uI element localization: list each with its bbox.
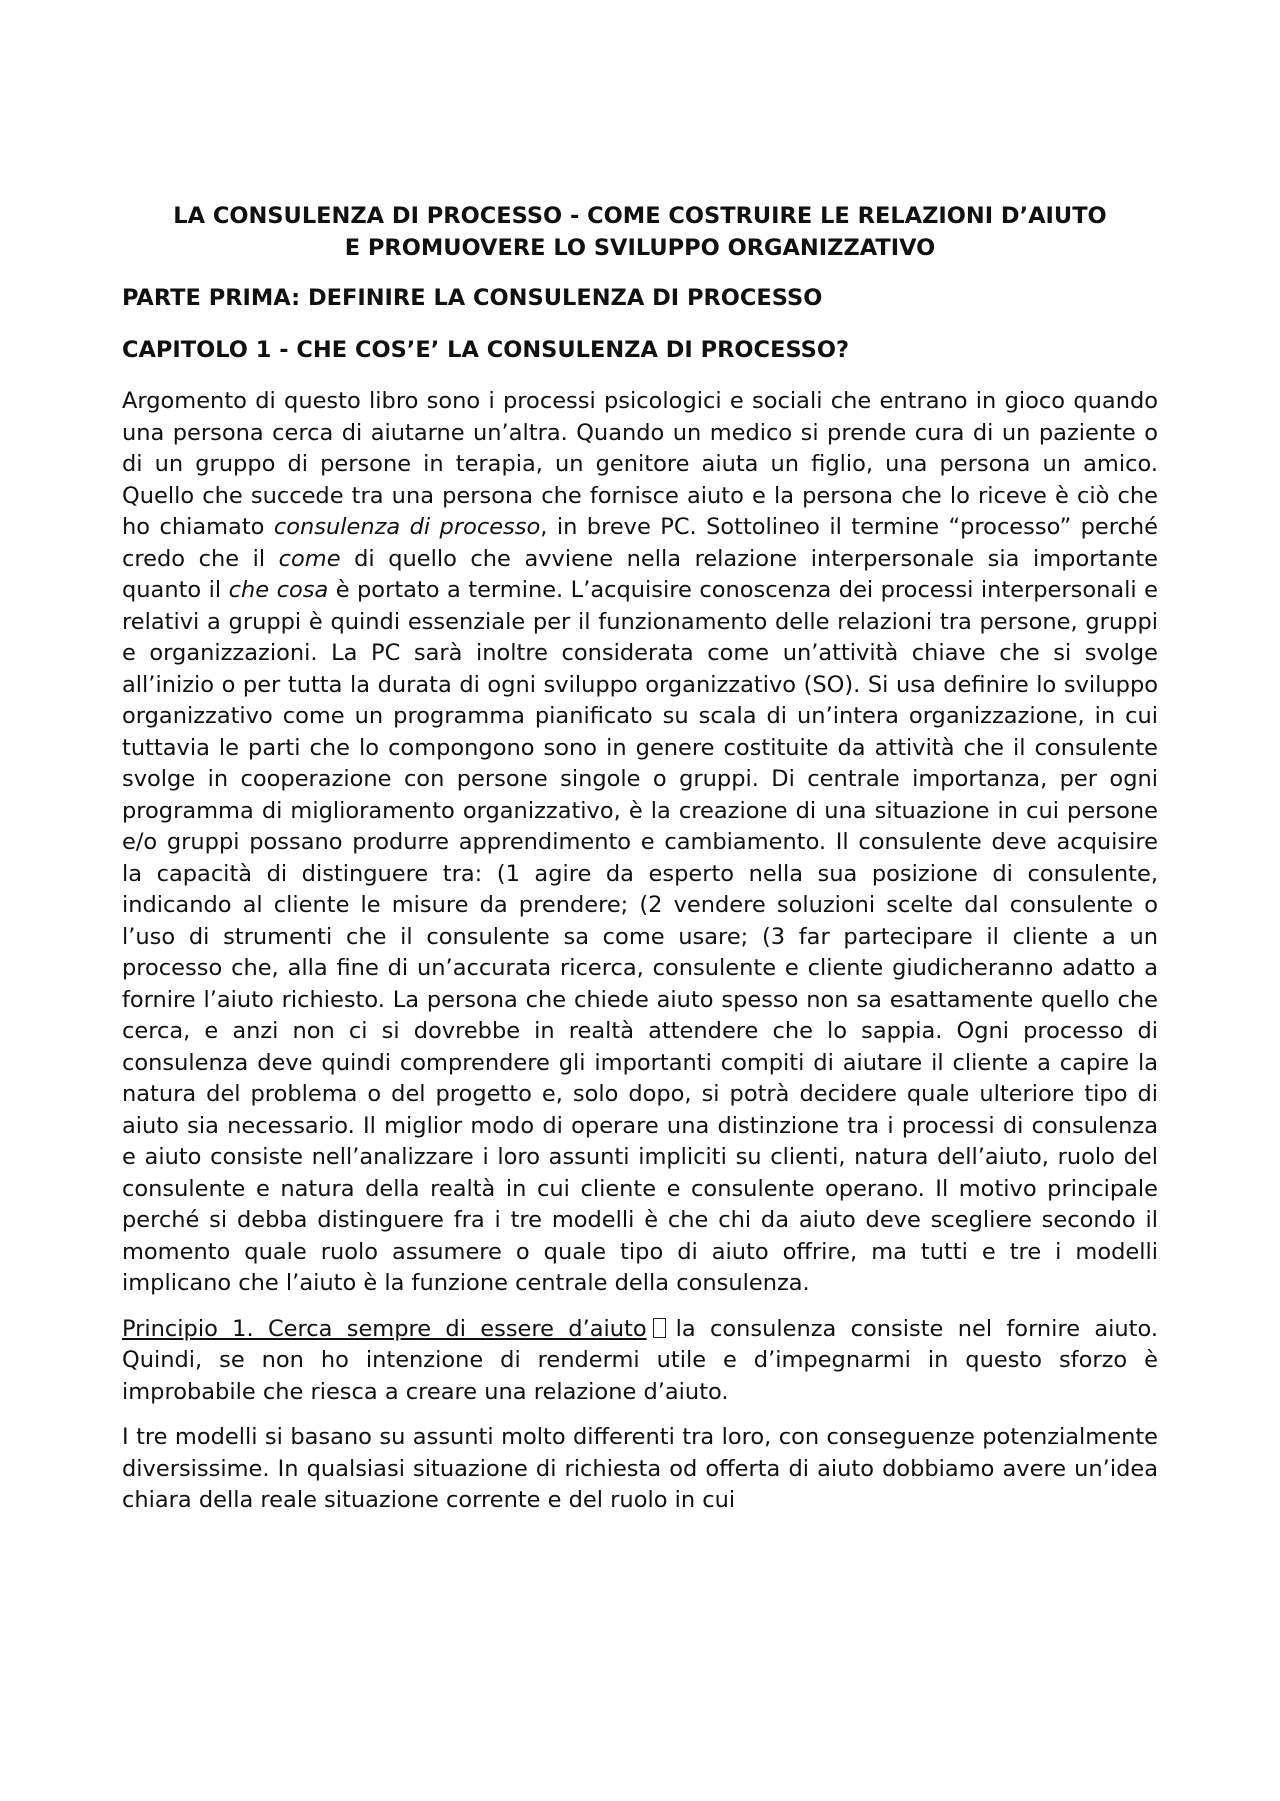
document-title — [122, 200, 1158, 264]
paragraph-introduction — [122, 386, 1158, 1300]
paragraph-1-text-4: è portato a termine. L’acquisire conoscenza dei processi interpersonali e relativi a gruppi è quindi essenziale per il funzionamento delle relazioni tra persone, gruppi e organizzazioni. La PC sarà inoltre considerata come un’attività chiave che si svolge all’inizio o per tutta la durata di ogni sviluppo organizzativo (SO). Si usa definire lo sviluppo organizzativo come un programma pianificato su scala di un’intera organizzazione, in cui tuttavia le parti che lo compongono sono in genere costituite da attività che il consulente svolge in cooperazione con persone singole o gruppi. Di centrale importanza, per ogni programma di miglioramento organizzativo, è la creazione di una situazione in cui persone e/o gruppi possano produrre apprendimento e cambiamento. Il consulente deve acquisire la capacità di distinguere tra: (1 agire da esperto nella sua posizione di consulente, indicando al cliente le misure da prendere; (2 vendere soluzioni scelte dal consulente o l’uso di strumenti che il consulente sa come usare; (3 far partecipare il cliente a un processo che, alla fine di un’accurata ricerca, consulente e cliente giudicheranno adatto a fornire l’aiuto richiesto. La persona che chiede aiuto spesso non sa esattamente quello che cerca, e anzi non ci si dovrebbe in realtà attendere che lo sappia. Ogni processo di consulenza deve quindi comprendere gli importanti compiti di aiutare il cliente a capire la natura del problema o del progetto e, solo dopo, si potrà decidere quale ulteriore tipo di aiuto sia necessario. Il miglior modo di operare una distinzione tra i processi di consulenza e aiuto consiste nell’analizzare i loro assunti impliciti su clienti, natura dell’aiuto, ruolo del consulente e natura della realtà in cui cliente e consulente operano. Il motivo principale perché si debba distinguere fra i tre modelli è che chi da aiuto deve scegliere secondo il momento quale ruolo assumere o quale tipo di aiuto offrire, ma tutti e tre i modelli implicano che l’aiuto è la funzione centrale della consulenza. — [122, 577, 1158, 1296]
paragraph-1-emphasis-2: come — [278, 545, 341, 572]
paragraph-1-emphasis-1: consulenza di processo — [273, 514, 541, 540]
principle-label: Principio 1. Cerca sempre di essere d’aiuto — [122, 1315, 647, 1342]
chapter-heading: CAPITOLO 1 - CHE COS’E’ LA CONSULENZA DI PROCESSO? — [122, 337, 850, 363]
paragraph-1-emphasis-3: che cosa — [228, 577, 329, 603]
paragraph-1-text-2: , in breve PC. Sottolineo il termine “processo” perché credo che il — [122, 514, 1158, 572]
document-page — [122, 200, 1158, 1531]
missing-glyph-icon — [653, 1318, 666, 1338]
document-title-line-2: E PROMUOVERE LO SVILUPPO ORGANIZZATIVO — [344, 235, 936, 261]
paragraph-principle-1 — [122, 1314, 1158, 1409]
paragraph-1-text-1: Argomento di questo libro sono i processi psicologici e sociali che entrano in gioco quando una persona cerca di aiutarne un’altra. Quando un medico si prende cura di un paziente o di un gruppo di persone in terapia, un genitore aiuta un figlio, una persona un amico. Quello che succede tra una persona che fornisce aiuto e la persona che lo riceve è ciò che ho chiamato — [122, 388, 1158, 540]
principle-text: la consulenza consiste nel fornire aiuto. Quindi, se non ho intenzione di rendermi utile e d’impegnarmi in questo sforzo è improbabile che riesca a creare una relazione d’aiuto. — [122, 1315, 1158, 1405]
paragraph-1-text-3: di quello che avviene nella relazione interpersonale sia importante quanto il — [122, 545, 1159, 603]
part-heading: PARTE PRIMA: DEFINIRE LA CONSULENZA DI PROCESSO — [122, 285, 823, 311]
document-title-line-1: LA CONSULENZA DI PROCESSO - COME COSTRUIRE LE RELAZIONI D’AIUTO — [173, 203, 1107, 229]
paragraph-three-models: I tre modelli si basano su assunti molto differenti tra loro, con conseguenze potenzialmente diversissime. In qualsiasi situazione di richiesta od offerta di aiuto dobbiamo avere un’idea chiara della reale situazione corrente e del ruolo in cui — [122, 1424, 1158, 1513]
